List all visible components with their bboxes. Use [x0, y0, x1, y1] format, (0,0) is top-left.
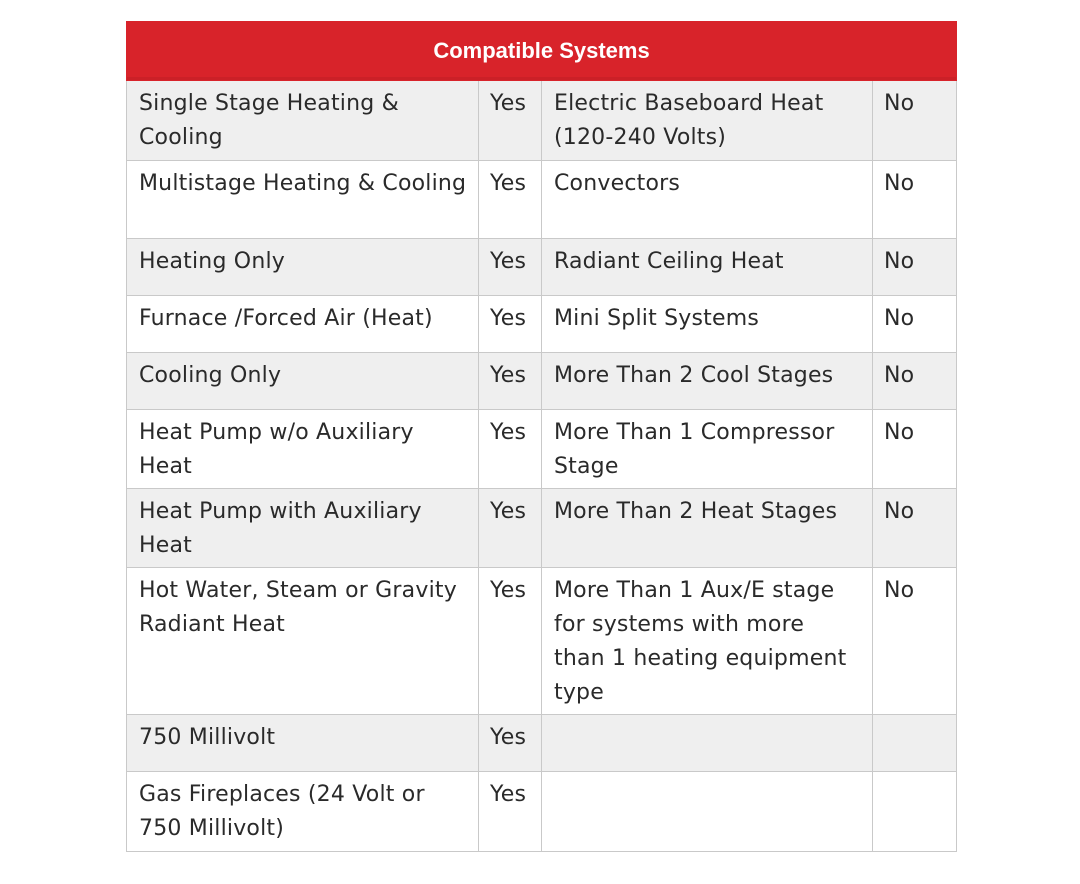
table-title: Compatible Systems	[127, 22, 957, 81]
compatibility-value-cell: Yes	[479, 489, 542, 568]
compatibility-value-cell: Yes	[479, 772, 542, 852]
table-row	[127, 772, 957, 852]
system-name-cell: Mini Split Systems	[542, 296, 873, 353]
system-name-cell	[542, 772, 873, 852]
table-row	[127, 353, 957, 410]
system-name-cell: Electric Baseboard Heat (120-240 Volts)	[542, 81, 873, 161]
compatibility-value-cell: Yes	[479, 410, 542, 489]
system-name-cell	[542, 715, 873, 772]
system-name-cell: More Than 1 Aux/E stage for systems with more than 1 heating equipment type	[542, 568, 873, 715]
table-row	[127, 715, 957, 772]
compatibility-value-cell: No	[873, 81, 957, 161]
table-header-row	[127, 22, 957, 81]
compatibility-value-cell: Yes	[479, 81, 542, 161]
table-row	[127, 161, 957, 239]
compatibility-value-cell: No	[873, 353, 957, 410]
system-name-cell: More Than 2 Cool Stages	[542, 353, 873, 410]
table-row	[127, 410, 957, 489]
system-name-cell: Radiant Ceiling Heat	[542, 239, 873, 296]
system-name-cell: Gas Fireplaces (24 Volt or 750 Millivolt)	[127, 772, 479, 852]
compatibility-value-cell: Yes	[479, 296, 542, 353]
compatible-systems-table-container	[126, 21, 956, 852]
compatibility-value-cell: No	[873, 296, 957, 353]
system-name-cell: More Than 1 Compressor Stage	[542, 410, 873, 489]
table-row	[127, 489, 957, 568]
compatibility-value-cell: Yes	[479, 239, 542, 296]
system-name-cell: Cooling Only	[127, 353, 479, 410]
system-name-cell: Single Stage Heating & Cooling	[127, 81, 479, 161]
table-row	[127, 296, 957, 353]
compatibility-value-cell: No	[873, 489, 957, 568]
compatibility-value-cell	[873, 772, 957, 852]
system-name-cell: Hot Water, Steam or Gravity Radiant Heat	[127, 568, 479, 715]
system-name-cell: Multistage Heating & Cooling	[127, 161, 479, 239]
compatibility-value-cell	[873, 715, 957, 772]
table-row	[127, 81, 957, 161]
system-name-cell: Heat Pump with Auxiliary Heat	[127, 489, 479, 568]
table-row	[127, 568, 957, 715]
compatibility-value-cell: Yes	[479, 161, 542, 239]
system-name-cell: 750 Millivolt	[127, 715, 479, 772]
system-name-cell: Heating Only	[127, 239, 479, 296]
compatibility-value-cell: Yes	[479, 353, 542, 410]
compatibility-value-cell: No	[873, 161, 957, 239]
system-name-cell: Convectors	[542, 161, 873, 239]
compatibility-value-cell: No	[873, 239, 957, 296]
compatibility-value-cell: Yes	[479, 715, 542, 772]
system-name-cell: Furnace /Forced Air (Heat)	[127, 296, 479, 353]
compatible-systems-table	[126, 21, 957, 852]
system-name-cell: More Than 2 Heat Stages	[542, 489, 873, 568]
compatibility-value-cell: No	[873, 568, 957, 715]
compatibility-value-cell: Yes	[479, 568, 542, 715]
system-name-cell: Heat Pump w/o Auxiliary Heat	[127, 410, 479, 489]
table-row	[127, 239, 957, 296]
compatibility-value-cell: No	[873, 410, 957, 489]
